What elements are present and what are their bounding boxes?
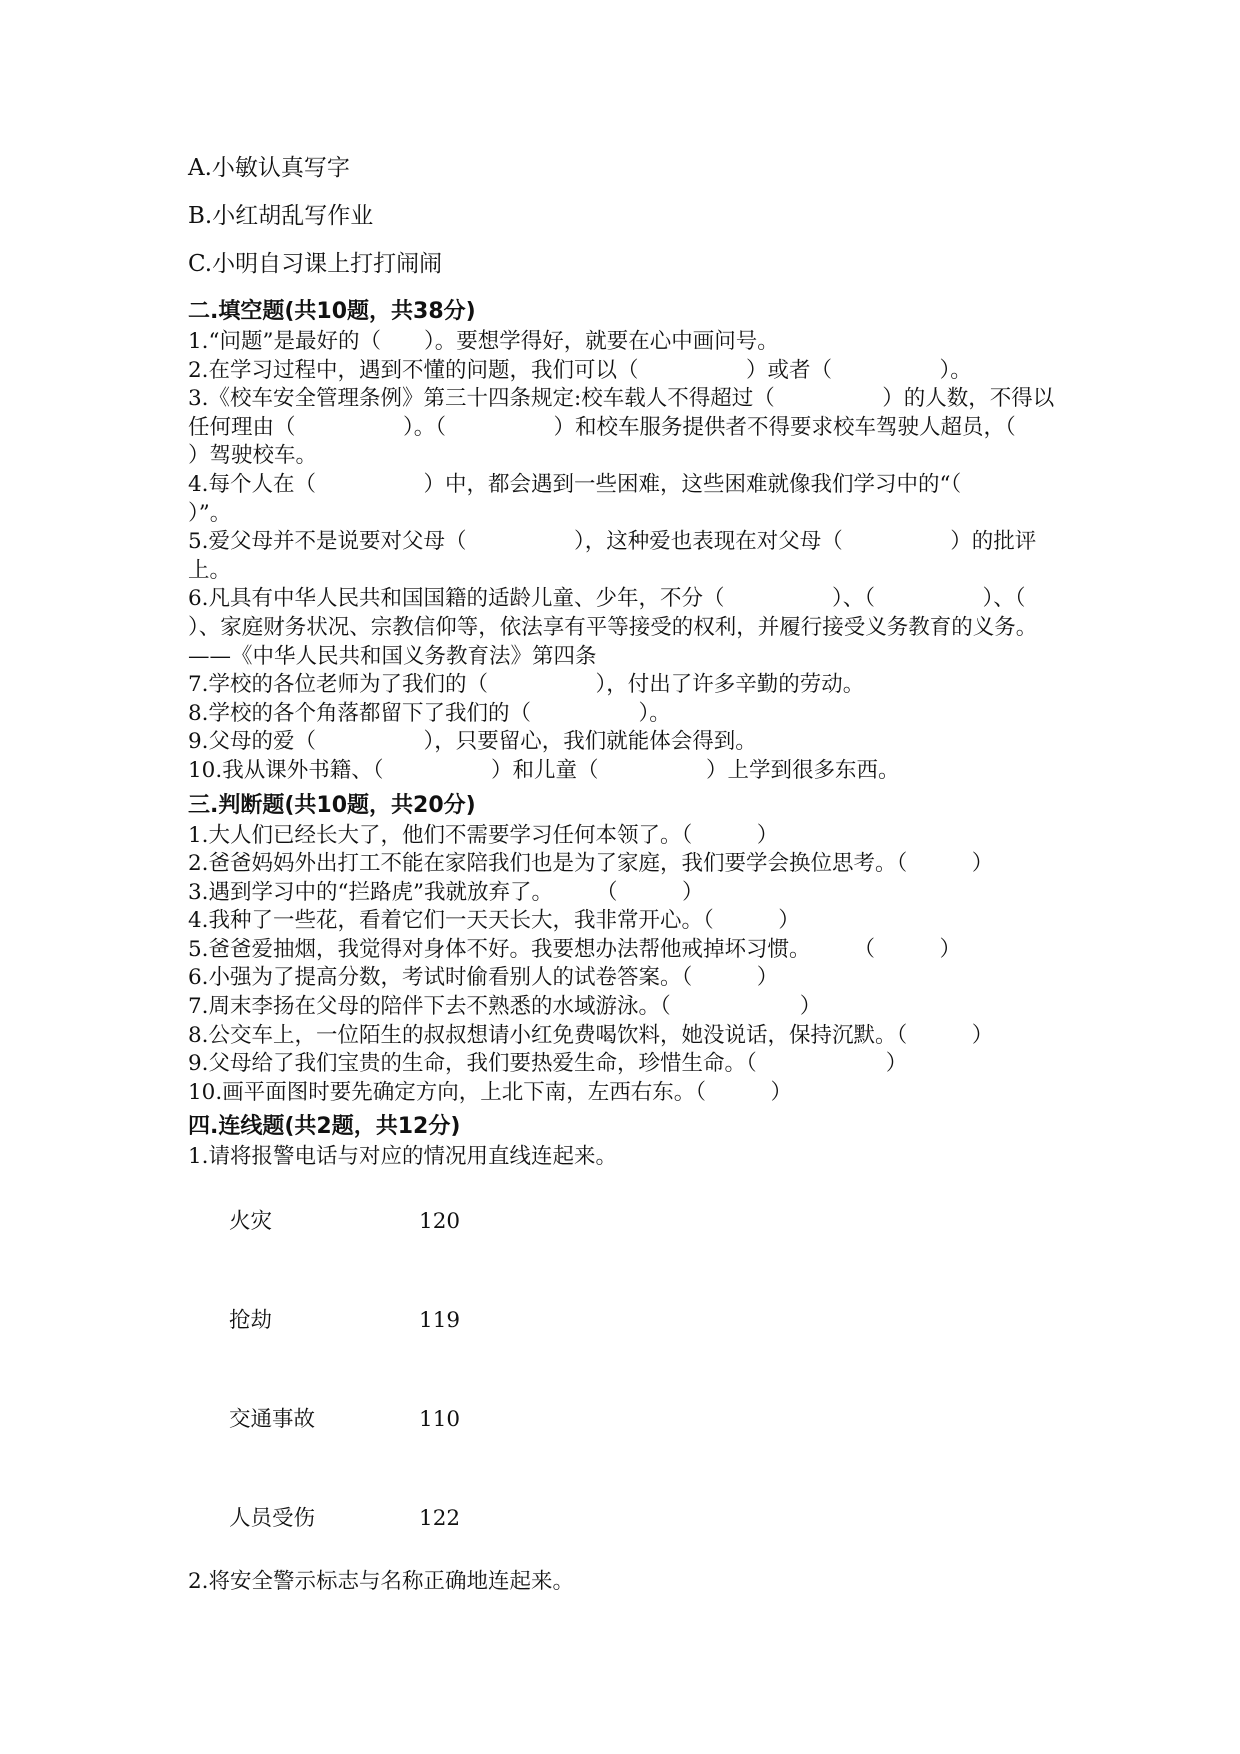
option-a: A.小敏认真写字 bbox=[188, 155, 350, 181]
fill-question: 7.学校的各位老师为了我们的（ ），付出了许多辛勤的劳动。 bbox=[188, 672, 865, 698]
match-right: 120 bbox=[419, 1209, 461, 1235]
option-b: B.小红胡乱写作业 bbox=[188, 203, 374, 229]
match-left: 交通事故 bbox=[229, 1407, 316, 1433]
section-fill-title: 二.填空题(共10题，共38分) bbox=[188, 299, 476, 324]
judge-question: 2.爸爸妈妈外出打工不能在家陪我们也是为了家庭，我们要学会换位思考。（ ） bbox=[188, 851, 994, 877]
match-left: 人员受伤 bbox=[229, 1506, 316, 1532]
fill-question: 1.“问题”是最好的（ ）。要想学得好，就要在心中画问号。 bbox=[188, 329, 779, 354]
match-right: 119 bbox=[419, 1308, 461, 1334]
judge-question: 4.我种了一些花，看着它们一天天长大，我非常开心。（ ） bbox=[188, 908, 800, 934]
match-row bbox=[188, 1370, 1068, 1469]
section-judge-title: 三.判断题(共10题，共20分) bbox=[188, 792, 476, 818]
judge-question: 3.遇到学习中的“拦路虎”我就放弃了。 （ ） bbox=[188, 879, 704, 905]
match-right: 110 bbox=[419, 1407, 461, 1433]
fill-question: 8.学校的各个角落都留下了我们的（ ）。 bbox=[188, 700, 671, 726]
match-left: 抢劫 bbox=[229, 1308, 273, 1334]
match-row bbox=[188, 1271, 1068, 1370]
option-c: C.小明自习课上打打闹闹 bbox=[188, 251, 443, 277]
page-content bbox=[188, 150, 1134, 1597]
match-left: 火灾 bbox=[229, 1209, 273, 1235]
fill-question: 2.在学习过程中，遇到不懂的问题，我们可以（ ）或者（ ）。 bbox=[188, 357, 972, 383]
judge-question: 1.大人们已经长大了，他们不需要学习任何本领了。（ ） bbox=[188, 822, 779, 848]
match-question-1: 1.请将报警电话与对应的情况用直线连起来。 bbox=[188, 1144, 618, 1170]
section-match-title: 四.连线题(共2题，共12分) bbox=[188, 1114, 461, 1140]
judge-question: 6.小强为了提高分数，考试时偷看别人的试卷答案。（ ） bbox=[188, 965, 779, 991]
fill-question: 5.爱父母并不是说要对父母（ ），这种爱也表现在对父母（ ）的批评上。 bbox=[188, 529, 1037, 583]
judge-question: 8.公交车上，一位陌生的叔叔想请小红免费喝饮料，她没说话，保持沉默。（ ） bbox=[188, 1022, 994, 1048]
judge-question: 10.画平面图时要先确定方向，上北下南，左西右东。（ ） bbox=[188, 1079, 792, 1105]
match-row bbox=[188, 1469, 1068, 1568]
match-question-2: 2.将安全警示标志与名称正确地连起来。 bbox=[188, 1569, 575, 1595]
judge-question: 5.爸爸爱抽烟，我觉得对身体不好。我要想办法帮他戒掉坏习惯。 （ ） bbox=[188, 936, 962, 962]
judge-question: 7.周末李扬在父母的陪伴下去不熟悉的水域游泳。（ ） bbox=[188, 994, 822, 1020]
fill-question: 3.《校车安全管理条例》第三十四条规定:校车载人不得超过（ ）的人数，不得以任何理由（ ）。（ ）和校车服务提供者不得要求校车驾驶人超员，（ ）驾驶校车。 bbox=[188, 386, 1124, 469]
fill-question: 10.我从课外书籍、（ ）和儿童（ ）上学到很多东西。 bbox=[188, 757, 900, 783]
judge-question: 9.父母给了我们宝贵的生命，我们要热爱生命，珍惜生命。（ ） bbox=[188, 1051, 908, 1077]
match-right: 122 bbox=[419, 1506, 461, 1532]
match-row bbox=[188, 1172, 1068, 1271]
fill-question: 4.每个人在（ ）中，都会遇到一些困难，这些困难就像我们学习中的“（ ）”。 bbox=[188, 471, 1069, 526]
fill-question: 9.父母的爱（ ），只要留心，我们就能体会得到。 bbox=[188, 729, 757, 755]
fill-question: 6.凡具有中华人民共和国国籍的适龄儿童、少年，不分（ ）、（ ）、（ ）、家庭财务状况、宗教信仰等，依法享有平等接受的权利，并履行接受义务教育的义务。——《中华人民共和国义务教育法》第四条 bbox=[188, 586, 1134, 669]
